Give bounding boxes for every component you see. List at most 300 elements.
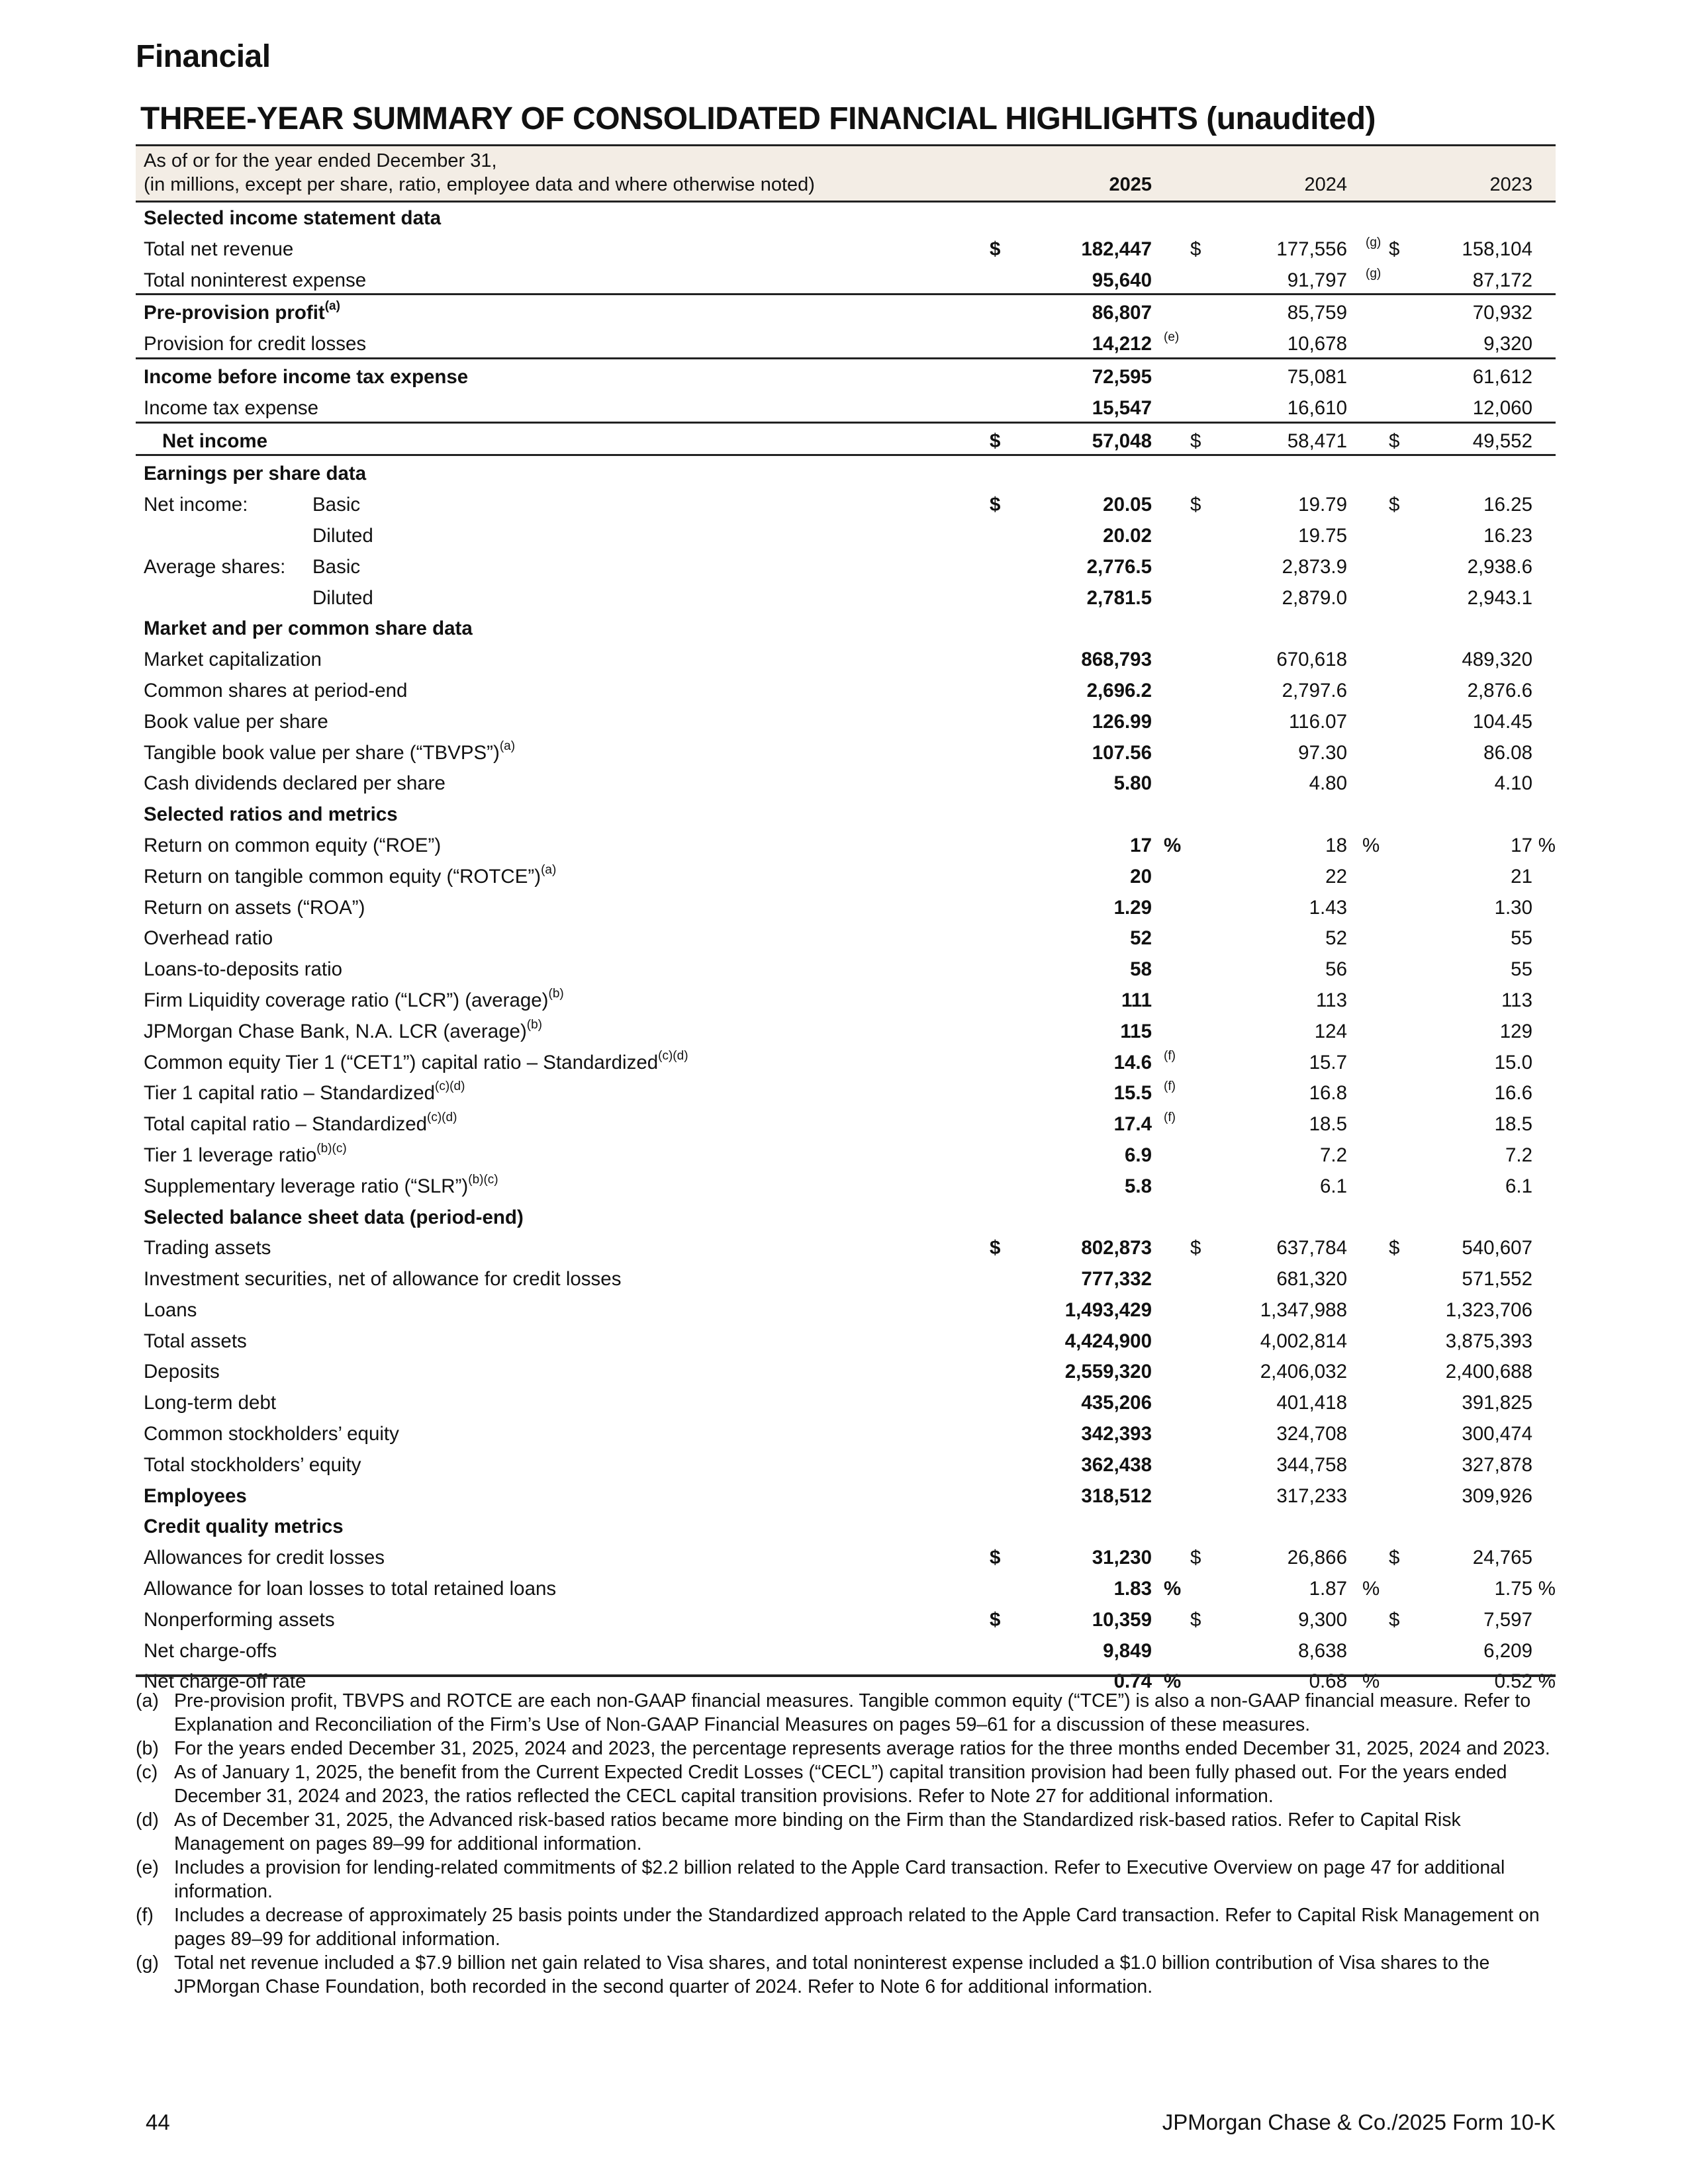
value-2025: 1.83 bbox=[1113, 1578, 1152, 1600]
value-2025: 868,793 bbox=[1081, 649, 1152, 671]
footnote-ref: (a) bbox=[541, 862, 557, 877]
row-label bbox=[144, 1330, 247, 1353]
page-number: 44 bbox=[146, 2110, 170, 2134]
table-row bbox=[136, 859, 1556, 890]
value-2025: 31,230 bbox=[1092, 1547, 1152, 1569]
value-2024: 2,873.9 bbox=[1282, 555, 1347, 578]
row-label-text: Loans-to-deposits ratio bbox=[144, 958, 343, 981]
currency-symbol: $ bbox=[1190, 238, 1201, 260]
row-label-text: Provision for credit losses bbox=[144, 333, 367, 355]
value-2024: 681,320 bbox=[1276, 1268, 1347, 1291]
value-2025: 20 bbox=[1130, 865, 1152, 887]
value-2025: 111 bbox=[1121, 989, 1152, 1011]
value-2024: 18 bbox=[1325, 834, 1347, 856]
table-row bbox=[136, 828, 1556, 859]
value-2023: 55 bbox=[1511, 958, 1532, 981]
footnote-key: (b) bbox=[136, 1738, 159, 1759]
table-row bbox=[136, 1571, 1556, 1602]
footnote-ref: (f) bbox=[1164, 1048, 1176, 1063]
value-2025: 9,849 bbox=[1103, 1639, 1152, 1662]
table-row bbox=[136, 1230, 1556, 1261]
value-2023: 17 bbox=[1511, 834, 1532, 856]
value-2023: 55 bbox=[1511, 927, 1532, 950]
value-2024: 2,879.0 bbox=[1282, 586, 1347, 609]
value-2024: 8,638 bbox=[1298, 1639, 1347, 1662]
table-row bbox=[136, 1416, 1556, 1447]
row-label bbox=[144, 649, 322, 671]
footnote bbox=[136, 1760, 1556, 1808]
row-label-text: Book value per share bbox=[144, 710, 328, 733]
table-row bbox=[136, 580, 1556, 612]
page-title: THREE-YEAR SUMMARY OF CONSOLIDATED FINANCIAL HIGHLIGHTS (unaudited) bbox=[140, 101, 1376, 136]
currency-symbol: $ bbox=[990, 430, 1001, 452]
value-2025: 17.4 bbox=[1113, 1113, 1152, 1136]
section-heading-row bbox=[136, 797, 1556, 828]
row-label-text: Credit quality metrics bbox=[144, 1516, 344, 1538]
footnote-ref: (a) bbox=[324, 299, 340, 314]
footnote-text: Includes a decrease of approximately 25 basis points under the Standardized approach related to the Apple Card transaction. Refer to Capital Risk Management on pages 89–99 for additional information. bbox=[174, 1905, 1540, 1950]
table-row bbox=[136, 1385, 1556, 1416]
currency-symbol: $ bbox=[1389, 494, 1400, 516]
value-2023: 15.0 bbox=[1494, 1051, 1532, 1073]
section-heading-row bbox=[136, 1200, 1556, 1231]
value-2024: 1.43 bbox=[1309, 896, 1347, 919]
row-label-text: Selected income statement data bbox=[144, 207, 442, 229]
value-2023: 158,104 bbox=[1462, 238, 1532, 260]
row-label bbox=[144, 1048, 688, 1074]
percent-symbol: % bbox=[1164, 1670, 1182, 1693]
value-2024: 52 bbox=[1325, 927, 1347, 950]
currency-symbol: $ bbox=[1389, 238, 1400, 260]
row-label bbox=[144, 927, 273, 950]
value-2024: 7.2 bbox=[1319, 1144, 1347, 1166]
value-2023: 24,765 bbox=[1472, 1547, 1532, 1569]
footnote-text: Includes a provision for lending-related commitments of $2.2 billion related to the Apple Card transaction. Refer to Executive Overview on page 47 for additional information. bbox=[174, 1857, 1505, 1902]
header-line-2: (in millions, except per share, ratio, employee data and where otherwise noted) bbox=[144, 174, 815, 195]
value-2023: 540,607 bbox=[1462, 1237, 1532, 1259]
row-label-text: Total capital ratio – Standardized bbox=[144, 1113, 428, 1136]
value-2023: 16.6 bbox=[1494, 1082, 1532, 1105]
footnote-ref: (c)(d) bbox=[427, 1111, 457, 1125]
footnote-key: (c) bbox=[136, 1762, 158, 1783]
value-2025: 1,493,429 bbox=[1064, 1298, 1152, 1321]
percent-symbol: % bbox=[1164, 834, 1182, 856]
footnote-ref: (f) bbox=[1164, 1111, 1176, 1125]
row-label-text: Long-term debt bbox=[144, 1392, 277, 1414]
value-2024: 16.8 bbox=[1309, 1082, 1347, 1105]
value-2025: 2,559,320 bbox=[1064, 1361, 1152, 1383]
row-sublabel: Diluted bbox=[312, 586, 373, 609]
footnote-key: (d) bbox=[136, 1809, 159, 1831]
currency-symbol: $ bbox=[1389, 430, 1400, 452]
value-2023: 61,612 bbox=[1472, 365, 1532, 388]
currency-symbol: $ bbox=[990, 1608, 1001, 1631]
table-row bbox=[136, 704, 1556, 735]
value-2023: 18.5 bbox=[1494, 1113, 1532, 1136]
table-row bbox=[136, 952, 1556, 983]
value-2024: 6.1 bbox=[1319, 1175, 1347, 1197]
row-label-text: Tier 1 capital ratio – Standardized bbox=[144, 1082, 436, 1105]
value-2025: 17 bbox=[1130, 834, 1152, 856]
percent-symbol: % bbox=[1538, 1578, 1556, 1600]
row-label bbox=[144, 1609, 335, 1631]
value-2025: 115 bbox=[1120, 1020, 1152, 1042]
row-label-text: Deposits bbox=[144, 1361, 220, 1383]
section-heading-row bbox=[136, 1509, 1556, 1540]
value-2024: 401,418 bbox=[1276, 1392, 1347, 1414]
value-2024: 56 bbox=[1325, 958, 1347, 981]
row-label bbox=[144, 862, 557, 888]
table-row bbox=[136, 390, 1556, 424]
table-row bbox=[136, 642, 1556, 673]
value-2023: 9,320 bbox=[1483, 333, 1532, 355]
row-label bbox=[144, 1237, 271, 1259]
value-2025: 52 bbox=[1130, 927, 1152, 950]
footnote bbox=[136, 1856, 1556, 1903]
section-heading-row bbox=[136, 611, 1556, 642]
row-label bbox=[144, 1361, 220, 1383]
footnote-text: As of December 31, 2025, the Advanced risk-based ratios became more binding on the Firm than the Standardized risk-based ratios. Refer to Capital Risk Management on pages 89–99 for additional information. bbox=[174, 1809, 1461, 1854]
value-2025: 2,696.2 bbox=[1086, 679, 1152, 702]
document-footer: JPMorgan Chase & Co./2025 Form 10-K bbox=[1162, 2110, 1556, 2134]
currency-symbol: $ bbox=[990, 1547, 1001, 1569]
value-2023: 7,597 bbox=[1483, 1608, 1532, 1631]
row-label bbox=[144, 1392, 276, 1414]
value-2023: 87,172 bbox=[1472, 269, 1532, 291]
row-label-text: Return on tangible common equity (“ROTCE”) bbox=[144, 865, 541, 887]
value-2025: 15,547 bbox=[1092, 396, 1152, 419]
row-label bbox=[144, 463, 366, 485]
table-row bbox=[136, 1169, 1556, 1200]
table-row bbox=[136, 359, 1556, 390]
value-2025: 15.5 bbox=[1113, 1082, 1152, 1105]
table-row bbox=[136, 1045, 1556, 1076]
section-heading-row bbox=[136, 201, 1556, 232]
table-row bbox=[136, 1014, 1556, 1045]
table-row bbox=[136, 295, 1556, 326]
table-row bbox=[136, 424, 1556, 457]
row-label-text: Supplementary leverage ratio (“SLR”) bbox=[144, 1175, 469, 1197]
footnotes bbox=[136, 1689, 1556, 1999]
row-label bbox=[144, 1206, 524, 1229]
value-2025: 20.02 bbox=[1103, 524, 1152, 547]
row-label bbox=[144, 238, 293, 261]
row-label bbox=[144, 1268, 621, 1291]
row-label bbox=[162, 430, 267, 453]
table-row bbox=[136, 232, 1556, 263]
value-2023: 3,875,393 bbox=[1445, 1330, 1532, 1352]
value-2025: 435,206 bbox=[1081, 1392, 1152, 1414]
value-2023: 2,943.1 bbox=[1467, 586, 1532, 609]
value-2023: 0.52 bbox=[1494, 1670, 1532, 1693]
value-2023: 6.1 bbox=[1505, 1175, 1532, 1197]
row-label bbox=[144, 333, 366, 355]
value-2025: 107.56 bbox=[1092, 741, 1152, 764]
table-row bbox=[136, 1602, 1556, 1633]
row-label-text: Income before income tax expense bbox=[144, 365, 469, 388]
value-2025: 10,359 bbox=[1092, 1608, 1152, 1631]
footnote-key: (e) bbox=[136, 1857, 159, 1878]
row-label bbox=[144, 397, 318, 420]
table-row bbox=[136, 1479, 1556, 1510]
row-label bbox=[144, 1454, 361, 1477]
value-2025: 6.9 bbox=[1124, 1144, 1152, 1166]
value-2025: 5.8 bbox=[1124, 1175, 1152, 1197]
percent-symbol: % bbox=[1164, 1578, 1182, 1600]
value-2023: 391,825 bbox=[1462, 1392, 1532, 1414]
table-row bbox=[136, 1293, 1556, 1324]
table-row bbox=[136, 766, 1556, 797]
highlights-table bbox=[136, 201, 1556, 1695]
table-row bbox=[136, 673, 1556, 704]
row-label bbox=[144, 366, 468, 388]
value-2025: 0.74 bbox=[1113, 1670, 1152, 1693]
currency-symbol: $ bbox=[990, 1237, 1001, 1259]
row-label-text: Cash dividends declared per share bbox=[144, 772, 445, 795]
header-line-1: As of or for the year ended December 31, bbox=[144, 150, 497, 171]
percent-symbol: % bbox=[1538, 834, 1556, 856]
value-2023: 6,209 bbox=[1483, 1639, 1532, 1662]
row-sublabel: Basic bbox=[312, 555, 361, 578]
row-label bbox=[144, 1423, 399, 1445]
row-label bbox=[144, 986, 564, 1012]
row-label-text: Trading assets bbox=[144, 1237, 271, 1259]
row-label-text: Total noninterest expense bbox=[144, 269, 367, 291]
value-2023: 16.23 bbox=[1483, 524, 1532, 547]
table-row bbox=[136, 518, 1556, 549]
currency-symbol: $ bbox=[990, 494, 1001, 516]
footnote-key: (a) bbox=[136, 1690, 159, 1711]
table-header bbox=[136, 144, 1556, 203]
footnote bbox=[136, 1903, 1556, 1951]
percent-symbol: % bbox=[1362, 834, 1380, 856]
footnote-text: For the years ended December 31, 2025, 2024 and 2023, the percentage represents average ratios for the three months ended December 31, 2025, 2024 and 2023. bbox=[174, 1738, 1550, 1759]
value-2024: 670,618 bbox=[1276, 649, 1347, 671]
row-label bbox=[144, 1141, 347, 1167]
value-2025: 57,048 bbox=[1092, 430, 1152, 452]
footnote-text: As of January 1, 2025, the benefit from the Current Expected Credit Losses (“CECL”) capital transition provision had been fully phased out. For the years ended December 31, 2024 and 2023, the ratios reflected the CECL capital transition provisions. Refer to Note 27 for additional information. bbox=[174, 1762, 1507, 1807]
footnote-text: Total net revenue included a $7.9 billion net gain related to Visa shares, and total noninterest expense included a $1.0 billion contribution of Visa shares to the JPMorgan Chase Foundation, both recorded in the second quarter of 2024. Refer to Note 6 for additional information. bbox=[174, 1952, 1490, 1997]
value-2023: 129 bbox=[1499, 1020, 1532, 1042]
footnote bbox=[136, 1689, 1556, 1737]
value-2024: 124 bbox=[1314, 1020, 1347, 1042]
value-2023: 489,320 bbox=[1462, 649, 1532, 671]
value-2024: 16,610 bbox=[1287, 396, 1347, 419]
row-label bbox=[144, 1578, 556, 1600]
row-label bbox=[144, 269, 366, 292]
row-label-text: Net income bbox=[162, 430, 268, 452]
value-2024: 0.68 bbox=[1309, 1670, 1347, 1693]
value-2023: 12,060 bbox=[1472, 396, 1532, 419]
row-label bbox=[144, 803, 398, 826]
value-2023: 49,552 bbox=[1472, 430, 1532, 452]
section-title: Financial bbox=[136, 39, 271, 74]
row-label-text: Total net revenue bbox=[144, 238, 294, 260]
currency-symbol: $ bbox=[1389, 1547, 1400, 1569]
value-2023: 327,878 bbox=[1462, 1453, 1532, 1476]
value-2023: 309,926 bbox=[1462, 1484, 1532, 1507]
row-label-text: Return on common equity (“ROE”) bbox=[144, 834, 442, 856]
footnote-ref: (g) bbox=[1366, 266, 1382, 281]
row-label bbox=[144, 1017, 543, 1043]
row-label bbox=[144, 835, 441, 857]
row-label bbox=[144, 958, 342, 981]
footnote-ref: (e) bbox=[1164, 330, 1180, 345]
footnote-key: (f) bbox=[136, 1905, 154, 1926]
value-2025: 2,776.5 bbox=[1086, 555, 1152, 578]
row-label bbox=[144, 1640, 277, 1662]
value-2024: 113 bbox=[1315, 989, 1347, 1011]
row-label-text: Net income: bbox=[144, 494, 248, 516]
value-2023: 300,474 bbox=[1462, 1423, 1532, 1445]
value-2025: 777,332 bbox=[1081, 1268, 1152, 1291]
row-label bbox=[144, 299, 340, 324]
value-2025: 342,393 bbox=[1081, 1423, 1152, 1445]
value-2023: 113 bbox=[1501, 989, 1532, 1011]
row-label bbox=[144, 680, 407, 702]
footnote-ref: (b) bbox=[526, 1017, 543, 1032]
value-2025: 14,212 bbox=[1092, 333, 1152, 355]
value-2024: 116.07 bbox=[1288, 710, 1347, 733]
table-row bbox=[136, 1261, 1556, 1293]
row-label-text: Common stockholders’ equity bbox=[144, 1423, 399, 1445]
table-row bbox=[136, 735, 1556, 766]
value-2025: 95,640 bbox=[1092, 269, 1152, 291]
value-2024: 1,347,988 bbox=[1260, 1298, 1347, 1321]
row-label bbox=[144, 1113, 457, 1136]
row-label-text: Earnings per share data bbox=[144, 463, 367, 485]
table-row bbox=[136, 921, 1556, 952]
row-label bbox=[144, 617, 473, 640]
row-label-text: Pre-provision profit bbox=[144, 302, 325, 324]
value-2025: 5.80 bbox=[1113, 772, 1152, 795]
table-row bbox=[136, 890, 1556, 921]
row-label bbox=[144, 739, 516, 764]
row-label bbox=[144, 1485, 247, 1508]
value-2025: 362,438 bbox=[1081, 1453, 1152, 1476]
footnote-text: Pre-provision profit, TBVPS and ROTCE are each non-GAAP financial measures. Tangible common equity (“TCE”) is also a non-GAAP financial measure. Refer to Explanation and Reconciliation of the Firm’s Use of Non-GAAP Financial Measures on pages 59–61 for a discussion of these measures. bbox=[174, 1690, 1531, 1735]
percent-symbol: % bbox=[1538, 1670, 1556, 1693]
value-2025: 182,447 bbox=[1081, 238, 1152, 260]
row-label-text: Total assets bbox=[144, 1330, 247, 1352]
section-heading-row bbox=[136, 456, 1556, 487]
table-row bbox=[136, 983, 1556, 1014]
value-2023: 2,938.6 bbox=[1467, 555, 1532, 578]
row-label-text: Market capitalization bbox=[144, 649, 322, 671]
row-label-text: Net charge-off rate bbox=[144, 1670, 306, 1693]
value-2023: 21 bbox=[1511, 865, 1532, 887]
row-label-text: Tier 1 leverage ratio bbox=[144, 1144, 317, 1166]
value-2024: 19.79 bbox=[1298, 494, 1347, 516]
row-label-text: JPMorgan Chase Bank, N.A. LCR (average) bbox=[144, 1020, 527, 1042]
row-label bbox=[144, 1079, 465, 1105]
value-2024: 26,866 bbox=[1287, 1547, 1347, 1569]
table-row bbox=[136, 1107, 1556, 1138]
row-label-text: Loans bbox=[144, 1298, 197, 1321]
value-2024: 75,081 bbox=[1287, 365, 1347, 388]
row-label bbox=[144, 897, 365, 919]
value-2024: 22 bbox=[1325, 865, 1347, 887]
table-end-rule bbox=[136, 1674, 1556, 1677]
row-label-text: Income tax expense bbox=[144, 396, 319, 419]
value-2024: 91,797 bbox=[1287, 269, 1347, 291]
value-2023: 2,400,688 bbox=[1445, 1361, 1532, 1383]
footnote-ref: (c)(d) bbox=[658, 1048, 688, 1063]
value-2023: 4.10 bbox=[1494, 772, 1532, 795]
currency-symbol: $ bbox=[1389, 1237, 1400, 1259]
footnote-ref: (b)(c) bbox=[468, 1172, 498, 1187]
row-label bbox=[144, 494, 248, 516]
value-2023: 571,552 bbox=[1462, 1268, 1532, 1291]
value-2024: 317,233 bbox=[1276, 1484, 1347, 1507]
value-2025: 72,595 bbox=[1092, 365, 1152, 388]
currency-symbol: $ bbox=[1190, 494, 1201, 516]
value-2024: 637,784 bbox=[1276, 1237, 1347, 1259]
value-2024: 58,471 bbox=[1287, 430, 1347, 452]
value-2023: 86.08 bbox=[1483, 741, 1532, 764]
value-2024: 19.75 bbox=[1298, 524, 1347, 547]
year-2025: 2025 bbox=[1109, 174, 1152, 195]
value-2024: 10,678 bbox=[1287, 333, 1347, 355]
value-2025: 318,512 bbox=[1081, 1484, 1152, 1507]
footnote bbox=[136, 1951, 1556, 1999]
row-label-text: Common equity Tier 1 (“CET1”) capital ratio – Standardized bbox=[144, 1051, 659, 1073]
row-label bbox=[144, 1547, 385, 1569]
table-row bbox=[136, 1633, 1556, 1664]
value-2024: 4,002,814 bbox=[1260, 1330, 1347, 1352]
row-label bbox=[144, 1172, 498, 1198]
value-2024: 15.7 bbox=[1309, 1051, 1347, 1073]
row-label-text: Allowance for loan losses to total retained loans bbox=[144, 1578, 557, 1600]
footnote-ref: (b) bbox=[548, 986, 564, 1001]
table-row bbox=[136, 1447, 1556, 1479]
value-2023: 1.30 bbox=[1494, 896, 1532, 919]
row-label-text: Firm Liquidity coverage ratio (“LCR”) (average) bbox=[144, 989, 549, 1011]
footnote-ref: (c)(d) bbox=[435, 1079, 465, 1094]
row-label-text: Overhead ratio bbox=[144, 927, 273, 950]
value-2024: 9,300 bbox=[1298, 1608, 1347, 1631]
row-label-text: Total stockholders’ equity bbox=[144, 1453, 361, 1476]
value-2025: 4,424,900 bbox=[1064, 1330, 1152, 1352]
table-row bbox=[136, 326, 1556, 359]
row-label-text: Selected balance sheet data (period-end) bbox=[144, 1206, 524, 1228]
table-row bbox=[136, 549, 1556, 580]
footnote-ref: (g) bbox=[1366, 235, 1382, 250]
currency-symbol: $ bbox=[1190, 1237, 1201, 1259]
row-label-text: Net charge-offs bbox=[144, 1639, 277, 1662]
value-2025: 2,781.5 bbox=[1086, 586, 1152, 609]
row-label-text: Selected ratios and metrics bbox=[144, 803, 398, 826]
value-2025: 20.05 bbox=[1103, 494, 1152, 516]
value-2024: 4.80 bbox=[1309, 772, 1347, 795]
percent-symbol: % bbox=[1362, 1578, 1380, 1600]
table-row bbox=[136, 487, 1556, 518]
currency-symbol: $ bbox=[990, 238, 1001, 260]
row-label-text: Common shares at period-end bbox=[144, 679, 408, 702]
value-2023: 70,932 bbox=[1472, 302, 1532, 324]
row-label-text: Nonperforming assets bbox=[144, 1608, 335, 1631]
footnote-ref: (b)(c) bbox=[316, 1141, 347, 1156]
row-label-text: Employees bbox=[144, 1484, 247, 1507]
footnote-key: (g) bbox=[136, 1952, 159, 1974]
currency-symbol: $ bbox=[1190, 430, 1201, 452]
value-2023: 7.2 bbox=[1505, 1144, 1532, 1166]
value-2025: 58 bbox=[1130, 958, 1152, 981]
table-row bbox=[136, 1075, 1556, 1107]
footnote bbox=[136, 1737, 1556, 1760]
value-2024: 18.5 bbox=[1309, 1113, 1347, 1136]
row-label-text: Tangible book value per share (“TBVPS”) bbox=[144, 741, 500, 764]
